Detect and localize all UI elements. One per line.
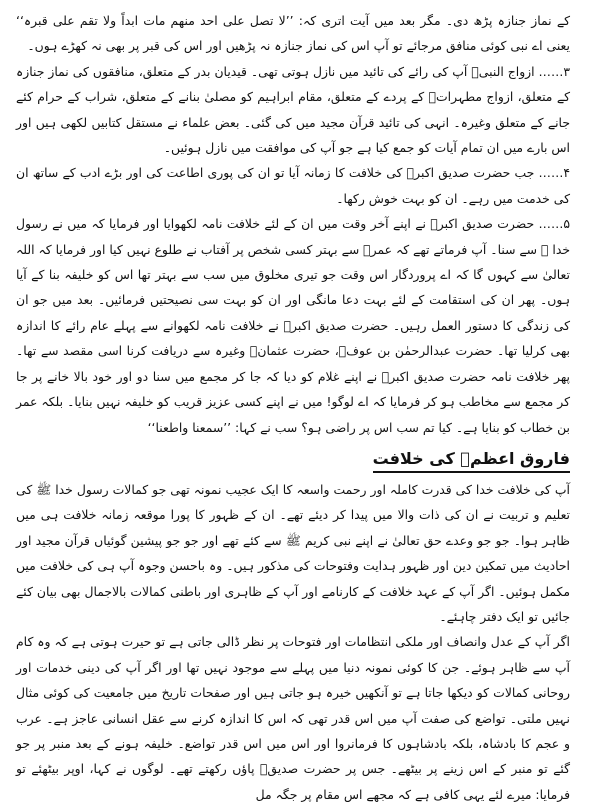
- paragraph-janaza: کے نماز جنازہ پڑھ دی۔ مگر بعد میں آیت اتری کہ: ’’لا تصل علی احد منھم مات ابداً ولا تقم علی قبرہ‘‘ یعنی اے نبی کوئی منافق مرجائے تو آپ اس کی نماز جنازہ نہ پڑھیں اور اس کی قبر پر بھی نہ کھڑے ہوں۔: [16, 13, 570, 54]
- paragraph-point-4: ۴…… جب حضرت صدیق اکبرؓ کی خلافت کا زمانہ آیا تو ان کی پوری اطاعت کی اور بڑے ادب کے ساتھ ان کی خدمت میں رہے۔ ان کو بہت خوش رکھا۔: [16, 165, 570, 206]
- section-heading: فاروق اعظمؓ کی خلافت: [373, 448, 570, 473]
- section-heading-wrap: [16, 440, 570, 477]
- paragraph-point-3: ۳…… ازواج النبیؐ آپ کی رائے کی تائید میں نازل ہوتی تھی۔ قیدیان بدر کے متعلق، منافقوں کی نماز جنازہ کے متعلق، ازواج مطہراتؓ کے پردے کے متعلق، مقام ابراہیم کو مصلیٰ بنانے کے متعلق، شراب کے حرام کئے جانے کے متعلق وغیرہ۔ انہی کی تائید قرآن مجید میں کی گئی۔ بعض علماء نے مستقل کتابیں لکھی ہیں اور اس بارے میں ان تمام آیات کو جمع کیا ہے جو آپ کی موافقت میں نازل ہوئیں۔: [16, 63, 570, 156]
- paragraph-point-5: ۵…… حضرت صدیق اکبرؓ نے اپنے آخر وقت میں ان کے لئے خلافت نامہ لکھوایا اور فرمایا کہ میں نے رسول خدا ﷺ سے سنا۔ آپ فرماتے تھے کہ عمرؓ سے بہتر کسی شخص پر آفتاب نے طلوع نہیں کیا اور فرمایا کہ اللہ تعالیٰ سے کہوں گا کہ اے پروردگار اس وقت جو تیری مخلوق میں سب سے بہتر تھا اس کو خلیفہ بنا کے آیا ہوں۔ پھر ان کی استقامت کے لئے بہت دعا مانگی اور ان کو بہت سی نصیحتیں فرمائیں۔ بعد میں جو ان کی زندگی کا دستور العمل رہیں۔ حضرت صدیق اکبرؓ نے خلافت نامہ لکھوانے سے پہلے عام رائے کا اندازہ بھی کرلیا تھا۔ حضرت عبدالرحمٰن بن عوفؓ، حضرت عثمانؓ وغیرہ سے دریافت کرنا اسی مقصد سے تھا۔ پھر خلافت نامہ حضرت صدیق اکبرؓ نے اپنے غلام کو دیا کہ جا کر مجمع میں سنا دو اور خود بالا خانے پر جا کر مجمع سے مخاطب ہو کر فرمایا کہ اے لوگو! میں نے اپنے کسی عزیز قریب کو خلیفہ نہیں بنایا۔ بلکہ عمر بن خطاب کو بنایا ہے۔ کیا تم سب اس پر راضی ہو؟ سب نے کہا: ’’سمعنا واطعنا‘‘: [16, 216, 570, 435]
- paragraph-adl-insaf: اگر آپ کے عدل وانصاف اور ملکی انتظامات اور فتوحات پر نظر ڈالی جاتی ہے تو حیرت ہوتی ہے کہ وہ کام آپ سے ظاہر ہوئے۔ جن کا کوئی نمونہ دنیا میں پہلے سے موجود نہیں تھا اور اگر آپ کی دینی خدمات اور روحانی کمالات کو دیکھا جاتا ہے تو آنکھیں خیرہ ہو جاتی ہیں اور صفحات تاریخ میں جامعیت کی کوئی مثال نہیں ملتی۔ تواضع کی صفت آپ میں اس قدر تھی کہ اس کا اندازہ کرنے سے عقل انسانی عاجز ہے۔ عرب و عجم کا بادشاہ، بلکہ بادشاہوں کا فرمانروا اور اس میں اس قدر تواضع۔ خلیفہ ہونے کے بعد منبر پر جو گئے تو منبر کے اس زینے پر بیٹھے۔ جس پر حضرت صدیقؓ پاؤں رکھتے تھے۔ لوگوں نے کہا، اوپر بیٹھئے تو فرمایا: میرے لئے یہی کافی ہے کہ مجھے اس مقام پر جگہ مل: [16, 634, 570, 802]
- paragraph-khilafat-intro: آپ کی خلافت خدا کی قدرت کاملہ اور رحمت واسعہ کا ایک عجیب نمونہ تھی جو کمالات رسول خدا ﷺ کی تعلیم و تربیت نے ان کی ذات والا میں پیدا کر دیئے تھے۔ ان کے ظہور کا پورا موقعہ زمانہ خلافت ہی میں ظاہر ہوا۔ جو جو وعدے حق تعالیٰ نے اپنے نبی کریم ﷺ سے کئے تھے اور جو جو پیشین گوئیاں قرآن مجید اور احادیث میں تمکین دین اور ظہور ہدایت وفتوحات کی مذکور ہیں۔ وہ باحسن وجوہ آپ ہی کی خلافت میں مکمل ہوئیں۔ اگر آپ کے عہد خلافت کے کارنامے اور آپ کے ظاہری اور باطنی کمالات بالاجمال بھی بیان کئے جائیں تو ایک دفتر چاہئے۔: [16, 481, 570, 624]
